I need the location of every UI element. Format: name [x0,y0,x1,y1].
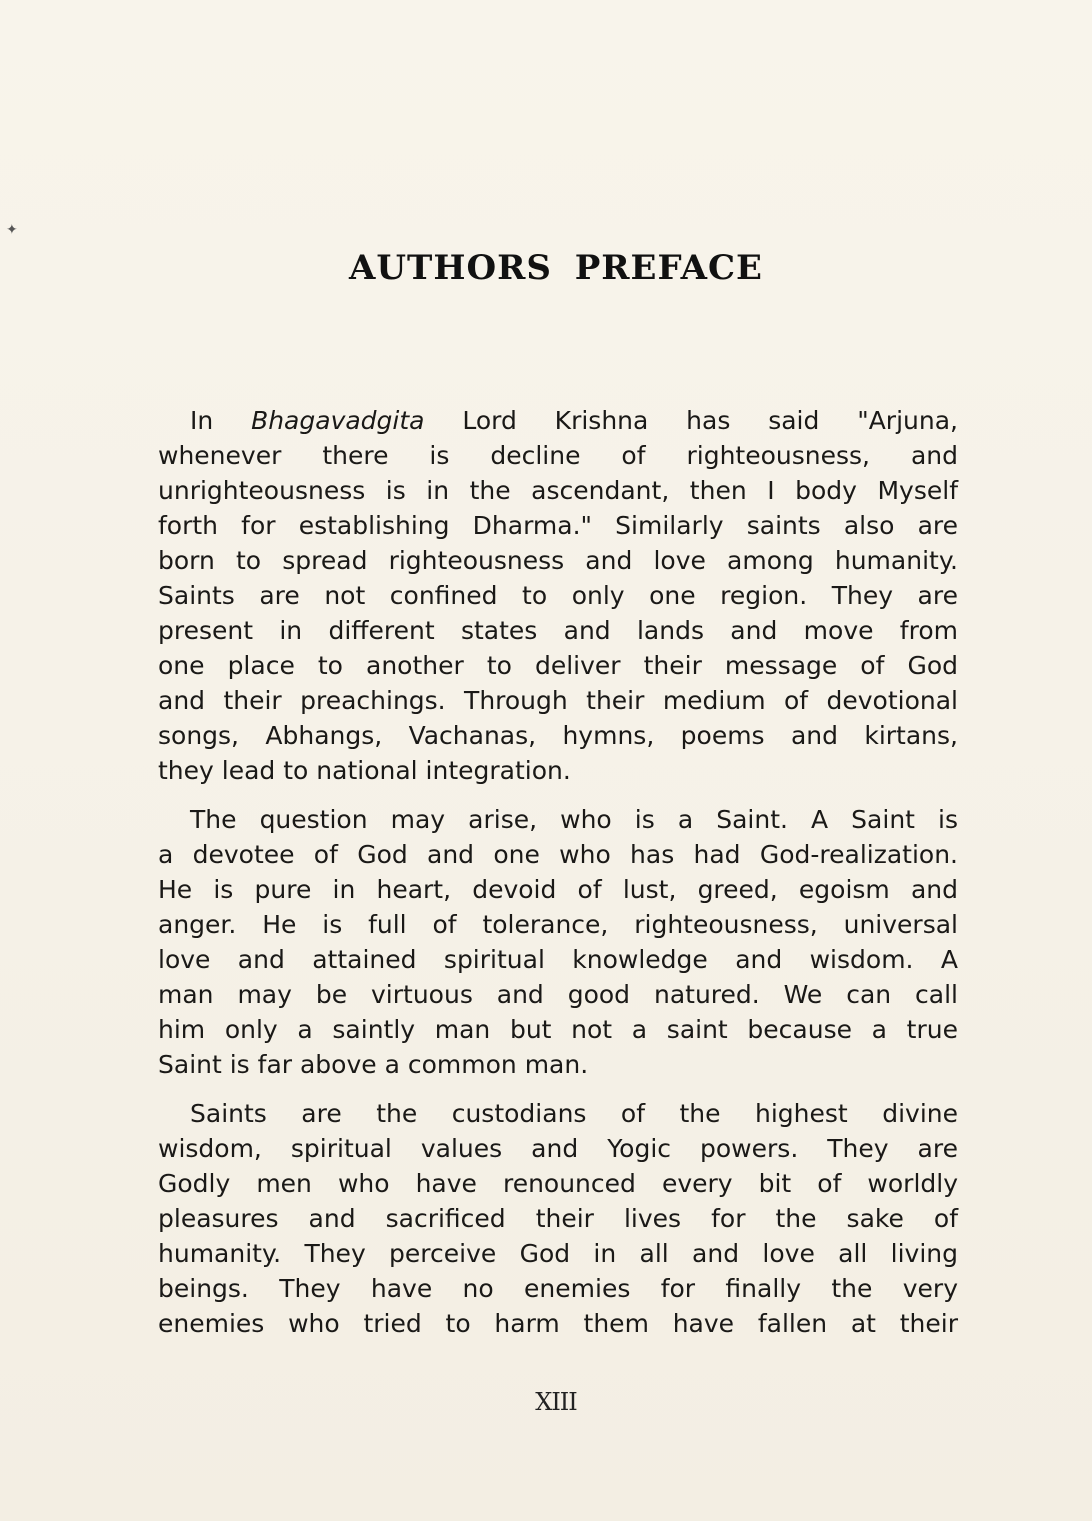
text-line: He is pure in heart, devoid of lust, greed, egoism and [158,875,958,904]
text-line: pleasures and sacrificed their lives for the sake of [158,1204,958,1233]
text-line: In Bhagavadgita Lord Krishna has said "Arjuna, [190,406,958,435]
text-line: Godly men who have renounced every bit of worldly [158,1169,958,1198]
page-title: AUTHORS PREFACE [349,248,763,288]
text-line: forth for establishing Dharma." Similarly saints also are [158,511,958,540]
text-line: one place to another to deliver their message of God [158,651,958,680]
text-line: born to spread righteousness and love among humanity. [158,546,958,575]
paragraph-3 [158,1096,958,1341]
book-title-italic: Bhagavadgita [251,406,425,435]
text-line: enemies who tried to harm them have fallen at their [158,1309,958,1338]
text-line: beings. They have no enemies for finally the very [158,1274,958,1303]
text-line: anger. He is full of tolerance, righteousness, universal [158,910,958,939]
paragraph-1 [158,403,958,788]
paragraph-2 [158,802,958,1082]
text-line: whenever there is decline of righteousness, and [158,441,958,470]
text-line: Saint is far above a common man. [158,1050,589,1079]
page-number: XIII [535,1388,577,1416]
text-line: Saints are not confined to only one region. They are [158,581,958,610]
text-line: a devotee of God and one who has had God-realization. [158,840,958,869]
text-line: wisdom, spiritual values and Yogic powers. They are [158,1134,958,1163]
text-line: and their preachings. Through their medium of devotional [158,686,958,715]
text-line: man may be virtuous and good natured. We can call [158,980,958,1009]
text-line: present in different states and lands and move from [158,616,958,645]
text-line: humanity. They perceive God in all and love all living [158,1239,958,1268]
text-line: songs, Abhangs, Vachanas, hymns, poems and kirtans, [158,721,958,750]
text-line: Saints are the custodians of the highest divine [190,1099,958,1128]
text-line: love and attained spiritual knowledge and wisdom. A [158,945,958,974]
text-line: unrighteousness is in the ascendant, then I body Myself [158,476,958,505]
preface-body [158,403,958,1341]
text-line: The question may arise, who is a Saint. A Saint is [190,805,958,834]
page-speck: ✦ [6,222,18,238]
text-line: they lead to national integration. [158,756,571,785]
text-line: him only a saintly man but not a saint because a true [158,1015,958,1044]
